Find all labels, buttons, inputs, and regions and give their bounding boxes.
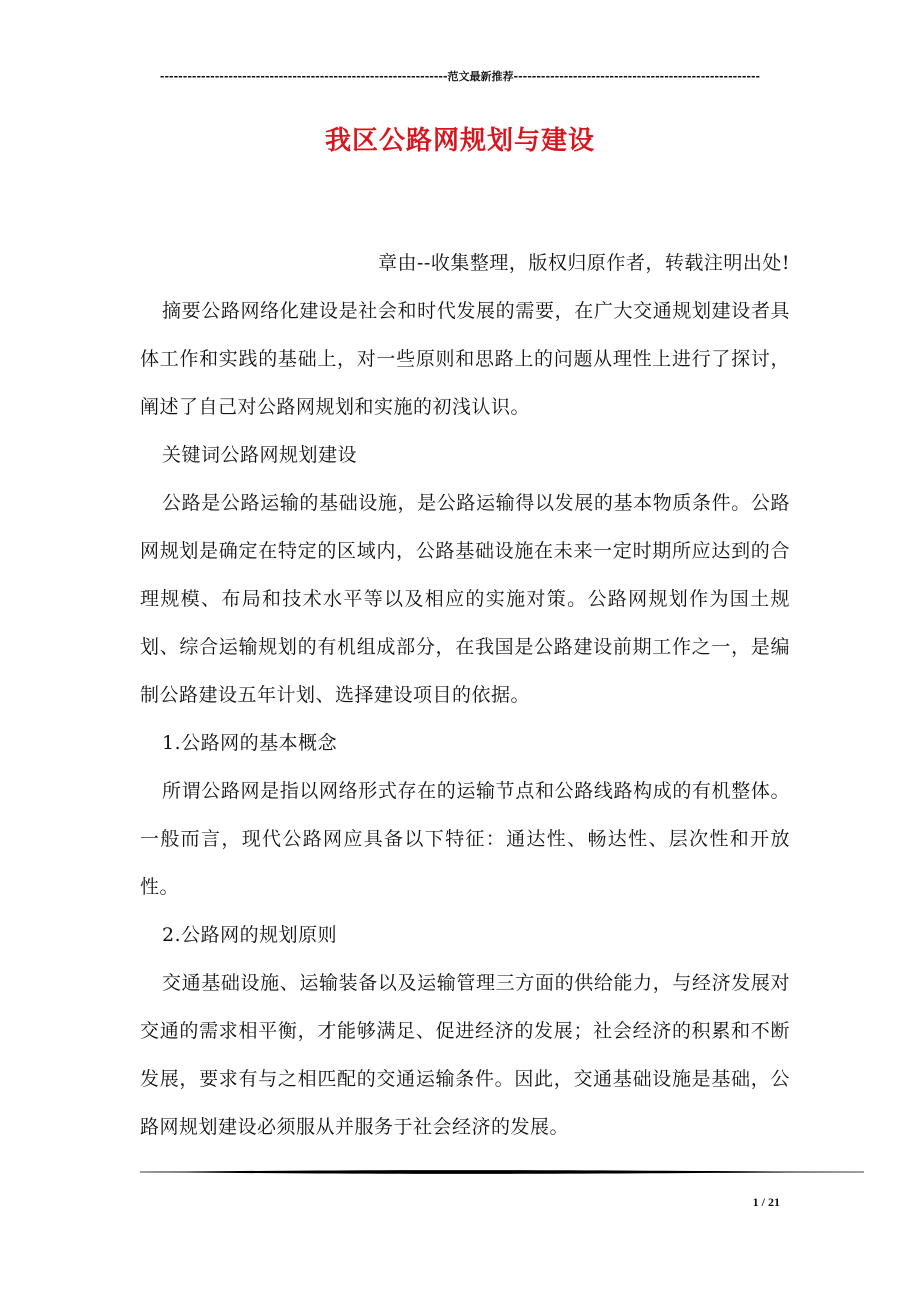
page-number: 1 / 21	[752, 1195, 780, 1209]
section-2-paragraph: 交通基础设施、运输装备以及运输管理三方面的供给能力，与经济发展对交通的需求相平衡，才能够满足、促进经济的发展；社会经济的积累和不断发展，要求有与之相匹配的交通运输条件。因此，交通基础设施是基础，公路网规划建设必须服从并服务于社会经济的发展。	[140, 972, 790, 1138]
document-body	[140, 239, 790, 1151]
section-heading-2: 2.公路网的规划原则	[162, 924, 338, 946]
abstract-paragraph: 摘要公路网络化建设是社会和时代发展的需要，在广大交通规划建设者具体工作和实践的基础上，对一些原则和思路上的问题从理性上进行了探讨，阐述了自己对公路网规划和实施的初浅认识。	[140, 300, 790, 418]
intro-paragraph: 公路是公路运输的基础设施，是公路运输得以发展的基本物质条件。公路网规划是确定在特定的区域内，公路基础设施在未来一定时期所应达到的合理规模、布局和技术水平等以及相应的实施对策。公路网规划作为国土规划、综合运输规划的有机组成部分，在我国是公路建设前期工作之一，是编制公路建设五年计划、选择建设项目的依据。	[140, 492, 790, 706]
footer-divider	[140, 1168, 864, 1176]
section-1-paragraph: 所谓公路网是指以网络形式存在的运输节点和公路线路构成的有机整体。一般而言，现代公路网应具备以下特征：通达性、畅达性、层次性和开放性。	[140, 780, 790, 898]
header-banner: ---------------------------------------------------------------范文最新推荐------------------------------------------------------	[159, 70, 761, 83]
section-heading-1: 1.公路网的基本概念	[162, 732, 338, 754]
keywords-paragraph: 关键词公路网规划建设	[162, 444, 358, 466]
document-title: 我区公路网规划与建设	[324, 126, 595, 156]
source-note: 章由--收集整理，版权归原作者，转载注明出处!	[378, 252, 790, 274]
